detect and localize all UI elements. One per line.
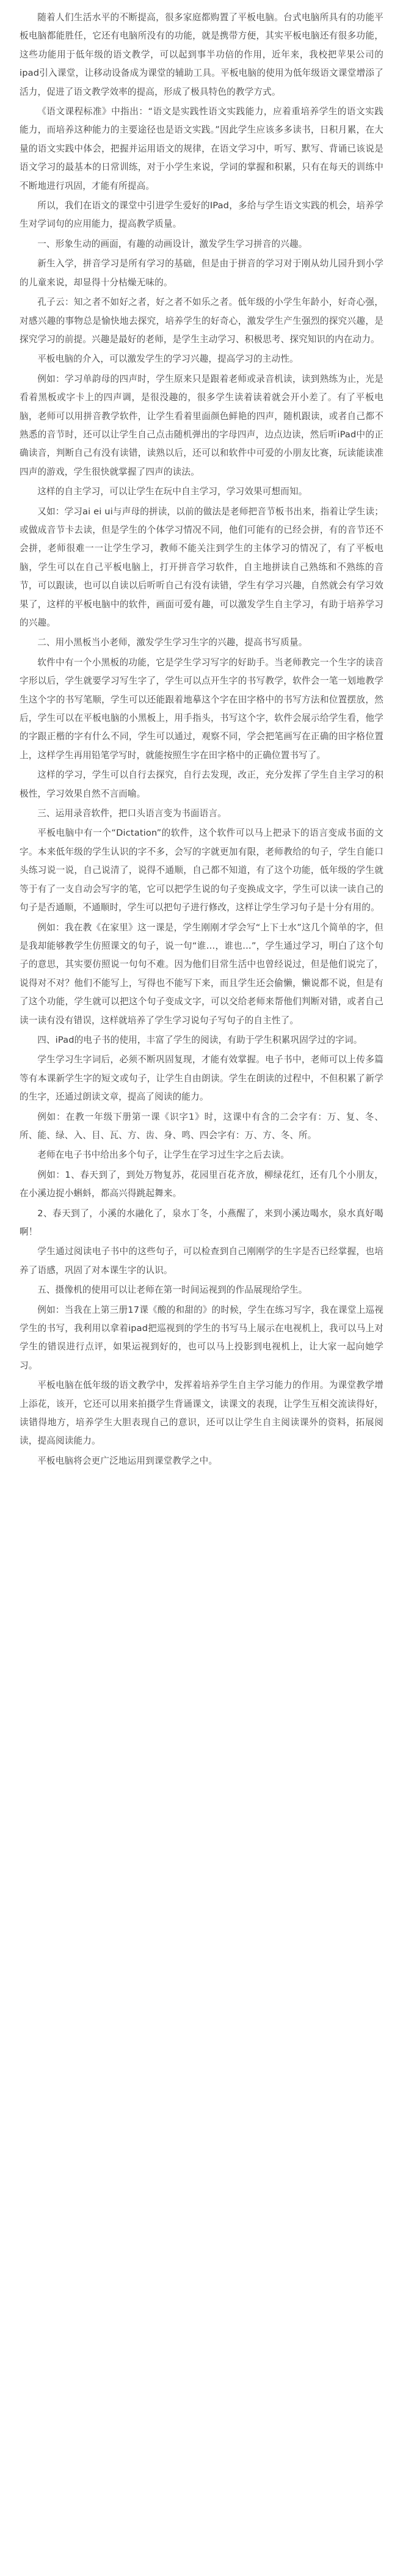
paragraph-example: 例如：学习单韵母的四声时，学生原来只是跟着老师或录音机读，读到熟练为止，光是看着黑板或字卡上的四声调，是很没趣的，很多学生读着读着就会开小差了。有了平板电脑，老师可以用拼音教学软件，让学生看着里面颜色鲜艳的四声，随机跟读，或者自己都不熟悉的音节时，还可以让学生自己点击随机弹出的字母四声，边点边读，然后听iPad中的正确读音，判断自己有没有读错，读熟以后，还可以和软件中可爱的小朋友比赛，玩读能读准四声的游戏，学生很快就掌握了四声的读法。 (20, 373, 383, 477)
paragraph-curriculum-standard: 《语文课程标准》中指出：“语文是实践性语文实践能力，应着重培养学生的语文实践能力，而培养这种能力的主要途径也是语文实践。”因此学生应该多多读书，日积月累，在大量的语文实践中体会，把握并运用语文的规律，在语文学习中，听写、默写、背诵已该说是语文学习的最基本的日常训练，对于小学生来说，学词的掌握和积累，只有在每天的训练中不断地进行巩固，才能有所提高。 (20, 106, 383, 191)
paragraph-example: 2、春天到了，小溪的水融化了，泉水丁冬，小燕醒了，来到小溪边喝水，泉水真好喝啊！ (20, 1208, 383, 1237)
paragraph-summary: 平板电脑在低年级的语文教学中，发挥着培养学生自主学习能力的作用。为课堂教学增上添花，该开，它还可以用来拍摄学生背诵课文，读课文的表现，让学生互相交流读得好，读错得地方，培养学生大胆表现自己的意识，还可以让学生自主阅读课外的资料，拓展阅读，提高阅读能力。 (20, 1380, 383, 1447)
paragraph-example: 例如：当我在上第三册17课《酸的和甜的》的时候，学生在练习写字，我在课堂上巡视学生的书写，我利用以拿着ipad把巡视到的学生的书写马上展示在电视机上，我可以马上对学生的错误进行点评，如果运视到好的，也可以马上投影到电视机上，让大家一起向她学习。 (20, 1304, 383, 1371)
paragraph: 平板电脑的介入，可以激发学生的学习兴趣，提高学习的主动性。 (37, 354, 299, 365)
paragraph: 平板电脑中有一个“Dictation”的软件，这个软件可以马上把录下的语言变成书面的文字。本来低年级的学生认识的字不多，会写的字就更加有限，老师教给的句子，学生自能口头练习说一说，自己说清了，说得不通顺，自己都不知道，有了这个功能，低年级的学生就等于有了一支自动会写字的笔，它可以把学生说的句子变换成文字，学生可以读一读自己的句子是否通顺，不通顺时，学生可以把句子进行修改，这样让学生学习句子是十分有用的。 (20, 828, 383, 913)
section-heading-2: 二、用小黑板当小老师，激发学生学习生字的兴趣，提高书写质量。 (37, 637, 308, 648)
section-heading-5: 五、摄像机的使用可以让老师在第一时间运视到的作品展现给学生。 (37, 1285, 308, 1296)
paragraph: 这样的学习，学生可以自行去探究，自行去发现，改正，充分发挥了学生自主学习的积极性，学习效果自然不言而喻。 (20, 770, 383, 799)
paragraph-example: 例如：1、春天到了，到处万物复苏，花园里百花齐放，柳绿花红，还有几个小朋友，在小溪边捉小蝌蚪，都高兴得跳起舞来。 (20, 1169, 383, 1199)
paragraph: 软件中有一个小黑板的功能，它是学生学习写字的好助手。当老师教完一个生字的读音字形以后，学生就要学习写生字了，学生可以点开生字的书写教学，软件会一笔一划地教学生这个字的书写笔顺，学生可以还能跟着地摹这个字在田字格中的书写方法和位置摆放，然后，学生可以在平板电脑的小黑板上，用手指头，书写这个字，软件会展示给学生看，他学的字跟正楷的字有什么不同，学生可以通过，观察不同，学会把笔画写在正确的田字格位置上，这样学生再用铅笔学写时，就能按照生字在田字格中的正确位置书写了。 (20, 657, 383, 761)
paragraph-intro: 随着人们生活水平的不断提高，很多家庭都购置了平板电脑。台式电脑所具有的功能平板电脑都能胜任，它还有电脑所没有的功能，就是携带方便，其实平板电脑还有很多功能，这些功能用于低年级的语文教学，可以起到事半功倍的作用，近年来，我校把苹果公司的ipad引入课堂，让移动设备成为课堂的辅助工具。平板电脑的使用为低年级语文课堂增添了活力，促进了语文教学效率的提高，形成了极具特色的教学方式。 (20, 12, 383, 97)
paragraph: 老师在电子书中给出多个句子，让学生在学习过生字之后去读。 (37, 1150, 290, 1161)
paragraph-example: 例如：在教一年级下册第一课《识字1》时，这课中有含的二会字有：万、复、冬、所、能、绿、入、目、瓦、方、齿、身、鸣、四会字有：万、方、冬、所。 (20, 1111, 383, 1140)
paragraph: 学生通过阅读电子书中的这些句子，可以检查到自己刚刚学的生字是否已经掌握，也培养了语感，巩固了对本课生字的认识。 (20, 1246, 383, 1275)
section-heading-3: 三、运用录音软件，把口头语言变为书面语言。 (37, 808, 227, 819)
paragraph: 学生学习生字词后，必须不断巩固复现，才能有效掌握。电子书中，老师可以上传多篇等有本课新学生字的短文或句子，让学生自由朗读。学生在朗读的过程中，不但积累了新学的生字，还通过朗读文章，提高了阅读的能力。 (20, 1054, 383, 1103)
paragraph-example: 又如：学习ai ei ui与声母的拼读，以前的做法是老师把音节板书出来，指着让学生读；或做成音节卡去读，但是学生的个体学习情况不同，他们可能有的已经会拼，有的音节还不会拼，老师很难一一让学生学习，教师不能关注到学生的主体学习的情况了，有了平板电脑，学生可以在自己平板电脑上，打开拼音学习软件，自主地拼读自己熟练和不熟练的音节，可以跟读，也可以自读以后听听自己有没有读错，学生有学习兴趣，自然就会有学习效果了，这样的平板电脑中的软件，画面可爱有趣，可以激发学生自主学习，有助于培养学习的兴趣。 (20, 506, 383, 628)
section-heading-1: 一、形象生动的画面，有趣的动画设计，激发学生学习拼音的兴趣。 (37, 238, 308, 249)
paragraph-conclusion: 平板电脑将会更广泛地运用到课堂教学之中。 (37, 1455, 218, 1466)
paragraph: 新生入学，拼音学习是所有学习的基础，但是由于拼音的学习对于刚从幼儿园升到小学的儿童来说，却显得十分枯燥无味的。 (20, 258, 383, 288)
paragraph: 孔子云：知之者不如好之者，好之者不如乐之者。低年级的小学生年龄小，好奇心强，对感兴趣的事物总是愉快地去探究，培养学生的好奇心，激发学生产生强烈的探究兴趣，是探究学习的前提。兴趣是最好的老师，是学生主动学习、积极思考、探究知识的内在动力。 (20, 297, 383, 345)
paragraph-ipad-practice: 所以，我们在语文的课堂中引进学生爱好的IPad，多给与学生语文实践的机会，培养学生对学词句的应用能力，提高教学质量。 (20, 200, 383, 230)
section-heading-4: 四、iPad的电子书的使用，丰富了学生的阅读，有助于学生积累巩固学过的字词。 (37, 1034, 363, 1045)
paragraph-example: 例如：我在教《在家里》这一课是，学生刚刚才学会写“上下士水”这几个简单的字，但是我却能够教学生仿照课文的句子，说一句“谁…，谁也…”，学生通过学习，明白了这个句子的意思，其实要仿照说一句句不难。因为他们目常生活中也曾经说过，但是他们说完了，说得对不对？他们不能写上，写得也不能写下来，而且学生还会偷懒，懒说都不说，但是有了这个功能，学生就可以把这个句子变成文字，可以交给老师来帮他们判断对错，或者自己读一读有没有错误，这样就培养了学生学习说句子写句子的自主性了。 (20, 922, 383, 1026)
paragraph: 这样的自主学习，可以让学生在玩中自主学习，学习效果可想而知。 (37, 486, 308, 497)
